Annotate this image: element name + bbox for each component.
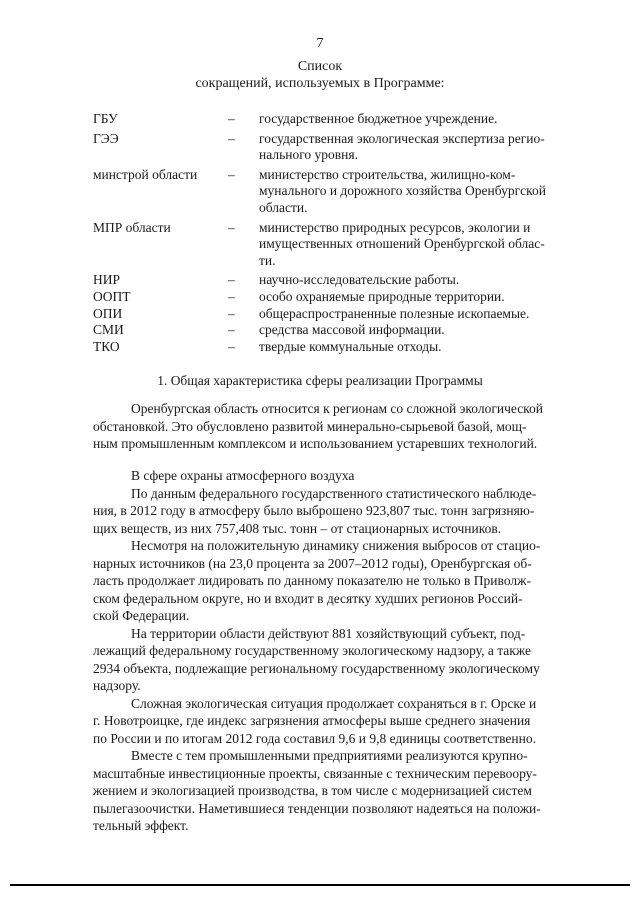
abbreviation-list: [93, 111, 593, 355]
subsection-heading: В сфере охраны атмосферного воздуха: [131, 468, 355, 483]
abbreviation-dash: –: [228, 338, 235, 354]
bottom-rule: [10, 884, 630, 886]
abbreviation-definition: общераспространенные полезные ископаемые.: [259, 305, 530, 321]
abbreviation-term: ГЭЭ: [93, 130, 119, 146]
abbreviation-dash: –: [228, 111, 235, 126]
body-paragraph: По данным федерального государственного статистического наблюде- ния, в 2012 году в атмосферу было выброшено 923,807 тыс. тонн загрязняю- щих веществ, из них 757,408 тыс. тонн – от стационарных источников.: [93, 485, 537, 536]
abbreviation-row: [93, 220, 593, 270]
abbreviation-definition: министерство строительства, жилищно-ком- мунального и дорожного хозяйства Оренбургской области.: [259, 166, 546, 215]
body-paragraph: Сложная экологическая ситуация продолжает сохраняться в г. Орске и г. Новотроицке, где индекс загрязнения атмосферы выше среднего значения по России и по итогам 2012 года составил 9,6 и 9,8 единицы соответственно.: [93, 695, 537, 746]
abbreviation-row: [93, 272, 593, 289]
abbreviation-term: МПР области: [93, 219, 171, 235]
air-protection-block: [93, 467, 590, 835]
abbreviation-definition: государственная экологическая экспертиза регио- нального уровня.: [259, 130, 545, 163]
body-paragraph: На территории области действуют 881 хозяйствующий субъект, под- лежащий федеральному государственному экологическому надзору, а также 2934 объекта, подлежащие региональному государственному экологическому надзору.: [93, 625, 540, 693]
abbreviation-row: [93, 306, 593, 323]
abbreviation-term: СМИ: [93, 322, 124, 338]
page-number: 7: [316, 36, 324, 51]
abbreviation-term: ГБУ: [93, 111, 118, 126]
abbreviation-dash: –: [228, 219, 235, 235]
abbreviation-term: ООПТ: [93, 288, 131, 304]
list-subtitle: сокращений, используемых в Программе:: [195, 76, 445, 91]
list-title: Список: [297, 59, 343, 74]
abbreviation-row: [93, 289, 593, 306]
abbreviation-definition: средства массовой информации.: [259, 322, 445, 338]
section-heading: 1. Общая характеристика сферы реализации Программы: [157, 373, 483, 388]
abbreviation-dash: –: [228, 305, 235, 321]
abbreviation-dash: –: [228, 272, 235, 288]
intro-block: [93, 400, 590, 453]
intro-paragraph: Оренбургская область относится к регионам со сложной экологической обстановкой. Это обусловлено развитой минерально-сырьевой базой, мощ- ным промышленным комплексом и использованием устаревших технологий.: [93, 401, 544, 451]
body-paragraph: Несмотря на положительную динамику снижения выбросов от стацио- нарных источников (на 23,0 процента за 2007–2012 годы), Оренбургская об- ласть продолжает лидировать по данному показателю не только в Приволж- ском федеральном округе, но и входит в десятку худших регионов Россий- ской Федерации.: [93, 538, 541, 623]
abbreviation-term: НИР: [93, 272, 121, 288]
abbreviation-definition: твердые коммунальные отходы.: [259, 338, 442, 354]
abbreviation-term: ОПИ: [93, 305, 123, 321]
abbreviation-definition: научно-исследовательские работы.: [259, 272, 460, 288]
abbreviation-dash: –: [228, 130, 235, 146]
abbreviation-row: [93, 339, 593, 356]
abbreviation-row: [93, 111, 593, 128]
abbreviation-dash: –: [228, 166, 235, 182]
abbreviation-dash: –: [228, 322, 235, 338]
abbreviation-row: [93, 322, 593, 339]
abbreviation-row: [93, 131, 593, 164]
abbreviation-definition: государственное бюджетное учреждение.: [259, 111, 498, 126]
abbreviation-term: ТКО: [93, 338, 120, 354]
abbreviation-definition: особо охраняемые природные территории.: [259, 288, 505, 304]
abbreviation-dash: –: [228, 288, 235, 304]
body-paragraph: Вместе с тем промышленными предприятиями реализуются крупно- масштабные инвестиционные проекты, связанные с техническим перевоору- жением и экологизацией производства, в том числе с модернизацией систем пылегазоочистки. Наметившиеся тенденции позволяют надеяться на положи- тельный эффект.: [93, 748, 541, 833]
abbreviation-row: [93, 167, 593, 217]
abbreviation-definition: министерство природных ресурсов, экологии и имущественных отношений Оренбургской облас- ти.: [259, 219, 545, 268]
abbreviation-term: минстрой области: [93, 166, 198, 182]
